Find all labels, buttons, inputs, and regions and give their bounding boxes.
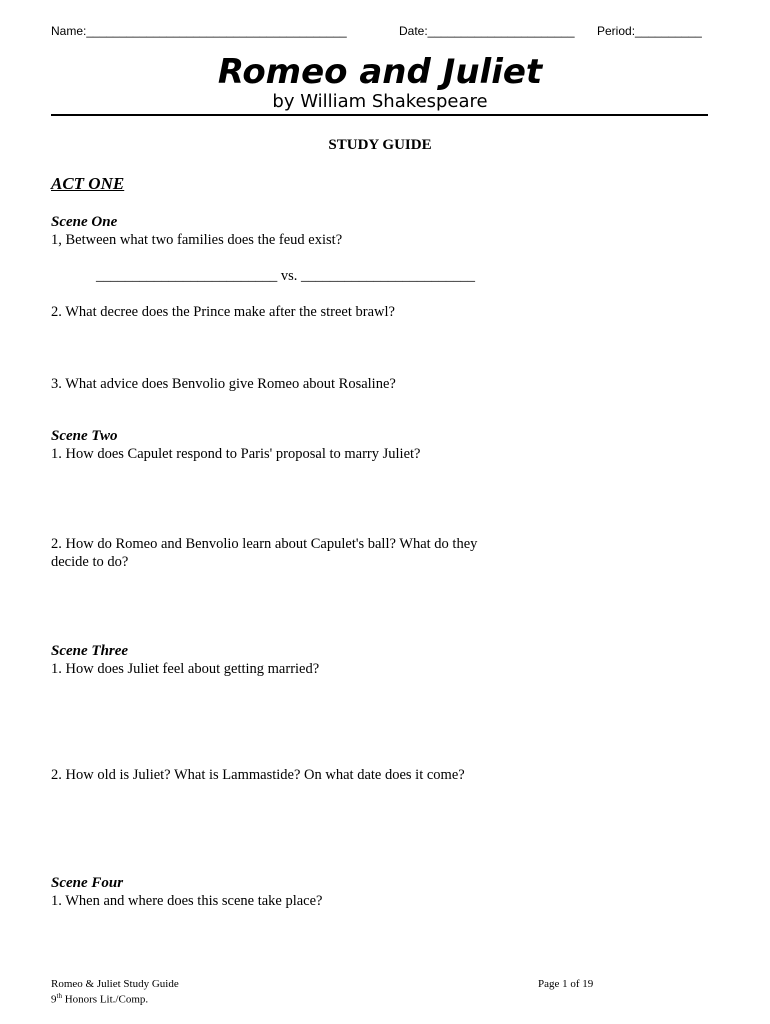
question: 3. What advice does Benvolio give Romeo about Rosaline? xyxy=(51,376,396,392)
scene-heading: Scene Four xyxy=(51,875,124,891)
title-divider xyxy=(51,114,708,116)
footer-course-ordinal: th xyxy=(56,992,62,1000)
study-guide-label: STUDY GUIDE xyxy=(328,137,432,153)
answer-blank-line: _________________________ vs. ________________________ xyxy=(96,268,476,284)
question: 1. When and where does this scene take place? xyxy=(51,893,323,909)
date-field: Date:______________________ xyxy=(399,24,575,38)
question: 1. How does Juliet feel about getting married? xyxy=(51,661,320,677)
scene-heading: Scene Two xyxy=(51,428,118,444)
scene-heading: Scene Three xyxy=(51,643,129,659)
page-number: Page 1 of 19 xyxy=(538,978,594,990)
question: 2. How do Romeo and Benvolio learn about Capulet's ball? What do they xyxy=(51,536,478,552)
question: 2. What decree does the Prince make after the street brawl? xyxy=(51,304,395,320)
name-field: Name:_______________________________________ xyxy=(51,24,347,38)
scene-heading: Scene One xyxy=(51,214,118,230)
footer-title: Romeo & Juliet Study Guide xyxy=(51,978,179,990)
act-heading: ACT ONE xyxy=(51,174,125,193)
question: 1. How does Capulet respond to Paris' proposal to marry Juliet? xyxy=(51,446,421,462)
page-title: Romeo and Juliet xyxy=(217,52,543,92)
question-continued: decide to do? xyxy=(51,554,129,570)
period-field: Period:__________ xyxy=(597,24,702,38)
question: 1, Between what two families does the feud exist? xyxy=(51,232,343,248)
footer-course xyxy=(51,992,148,1006)
question: 2. How old is Juliet? What is Lammastide? On what date does it come? xyxy=(51,767,465,783)
footer-course-name: Honors Lit./Comp. xyxy=(61,993,149,1006)
footer-course-grade: 9 xyxy=(51,993,57,1006)
page-subtitle: by William Shakespeare xyxy=(272,91,488,112)
